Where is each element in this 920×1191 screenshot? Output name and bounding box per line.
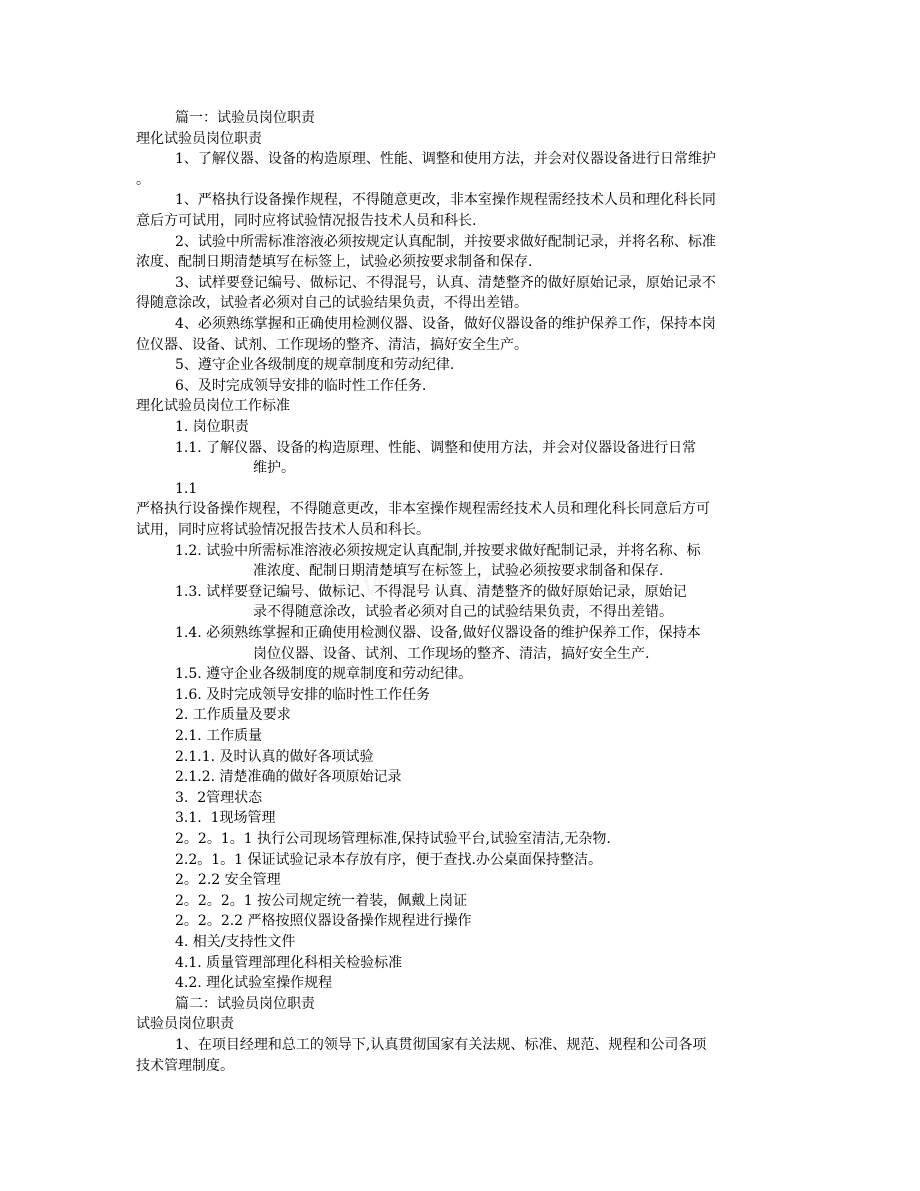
- text-line-content: 理化试验员岗位职责: [136, 130, 262, 147]
- text-line: [0, 479, 920, 499]
- text-line: [0, 314, 920, 334]
- text-line: [0, 438, 920, 458]
- text-line-content: 1.2. 试验中所需标准溶液必须按规定认真配制,并按要求做好配制记录，并将名称、标: [175, 542, 701, 559]
- text-line: [0, 623, 920, 643]
- text-line: [0, 994, 920, 1014]
- text-line-content: 2.1.1. 及时认真的做好各项试验: [175, 748, 374, 765]
- text-line: [0, 705, 920, 725]
- text-line: [0, 767, 920, 787]
- text-line: [0, 293, 920, 313]
- text-line-content: 5、遵守企业各级制度的规章制度和劳动纪律.: [175, 357, 455, 374]
- text-line: [0, 129, 920, 149]
- text-line-content: 。: [136, 171, 150, 188]
- text-line: [0, 108, 920, 128]
- text-line: [0, 376, 920, 396]
- text-line-content: 技术管理制度。: [136, 1057, 234, 1074]
- text-line-content: 试用，同时应将试验情况报告技术人员和科长。: [136, 522, 430, 538]
- text-line: [0, 170, 920, 190]
- text-line-content: 篇二：试验员岗位职责: [175, 995, 315, 1012]
- text-line: [0, 870, 920, 890]
- text-line-content: 意后方可试用，同时应将试验情况报告技术人员和科长.: [136, 213, 477, 229]
- text-line-content: 2、试验中所需标准溶液必须按规定认真配制，并按要求做好配制记录，并将名称、标准: [175, 233, 716, 250]
- text-line-content: 2.1. 工作质量: [175, 728, 263, 744]
- text-line: [0, 541, 920, 561]
- text-line-content: 篇一：试验员岗位职责: [175, 110, 315, 126]
- text-line-content: 3. 2管理状态: [175, 789, 263, 806]
- text-line-content: 1.3. 试样要登记编号、做标记、不得混号 认真、清楚整齐的做好原始记录，原始记: [175, 583, 687, 600]
- text-line: [0, 644, 920, 664]
- text-line: [0, 829, 920, 849]
- text-line: [0, 788, 920, 808]
- text-line-content: 1.1: [175, 480, 198, 497]
- text-line: [0, 911, 920, 931]
- text-line-content: 1.5. 遵守企业各级制度的规章制度和劳动纪律。: [175, 666, 473, 683]
- text-line-content: 维护。: [253, 460, 295, 477]
- text-line: [0, 747, 920, 767]
- text-line-content: 1.1. 了解仪器、设备的构造原理、性能、调整和使用方法，并会对仪器设备进行日常: [175, 439, 697, 456]
- text-line: [0, 499, 920, 519]
- text-line: [0, 582, 920, 602]
- text-line: [0, 1014, 920, 1034]
- text-line-content: 2。2。2.2 严格按照仪器设备操作规程进行操作: [175, 913, 472, 930]
- text-line-content: 2.2。1。1 保证试验记录本存放有序，便于查找.办公桌面保持整洁。: [175, 851, 602, 868]
- text-line-content: 1. 岗位职责: [175, 419, 249, 435]
- text-line-content: 2。2.2 安全管理: [175, 872, 281, 889]
- text-line-content: 浓度、配制日期清楚填写在标签上，试验必须按要求制备和保存.: [136, 254, 533, 271]
- text-line-content: 6、及时完成领导安排的临时性工作任务.: [175, 377, 427, 394]
- text-line: [0, 726, 920, 746]
- text-line: [0, 417, 920, 437]
- text-line-content: 4.1. 质量管理部理化科相关检验标准: [175, 954, 403, 971]
- text-line-content: 理化试验员岗位工作标准: [136, 398, 290, 415]
- text-line-content: 1、严格执行设备操作规程，不得随意更改，非本室操作规程需经技术人员和理化科长同: [175, 192, 716, 209]
- text-line: [0, 602, 920, 622]
- text-line: [0, 973, 920, 993]
- text-line: [0, 273, 920, 293]
- text-line: [0, 232, 920, 252]
- text-line: [0, 211, 920, 231]
- text-line-content: 3.1. 1现场管理: [175, 810, 276, 827]
- text-line-content: 4. 相关/支持性文件: [175, 934, 296, 950]
- text-line: [0, 355, 920, 375]
- text-line: [0, 953, 920, 973]
- text-line: [0, 932, 920, 952]
- text-line-content: 3、试样要登记编号、做标记、不得混号，认真、清楚整齐的做好原始记录，原始记录不: [175, 274, 716, 291]
- text-line: [0, 561, 920, 581]
- text-line: [0, 1056, 920, 1076]
- text-line: [0, 335, 920, 355]
- text-line-content: 1、在项目经理和总工的领导下,认真贯彻国家有关法规、标准、规范、规程和公司各项: [175, 1037, 707, 1053]
- text-line: [0, 1035, 920, 1055]
- text-line: [0, 808, 920, 828]
- text-line-content: 1.6. 及时完成领导安排的临时性工作任务: [175, 686, 431, 703]
- text-line-content: 严格执行设备操作规程，不得随意更改，非本室操作规程需经技术人员和理化科长同意后方可: [136, 501, 710, 518]
- text-line-content: 得随意涂改，试验者必须对自己的试验结果负责，不得出差错。: [136, 295, 528, 312]
- text-line-content: 录不得随意涂改，试验者必须对自己的试验结果负责，不得出差错。: [253, 604, 673, 621]
- text-line: [0, 891, 920, 911]
- text-line-content: 2.1.2. 清楚准确的做好各项原始记录: [175, 769, 402, 786]
- text-line-content: 岗位仪器、设备、试剂、工作现场的整齐、清洁，搞好安全生产.: [253, 645, 650, 662]
- text-line: [0, 190, 920, 210]
- text-line-content: 位仪器、设备、试剂、工作现场的整齐、清洁，搞好安全生产。: [136, 336, 528, 353]
- text-line: [0, 396, 920, 416]
- text-line: [0, 685, 920, 705]
- text-line-content: 2. 工作质量及要求: [175, 707, 291, 724]
- text-line: [0, 458, 920, 478]
- text-line-content: 2。2。1。1 执行公司现场管理标准,保持试验平台,试验室清洁,无杂物.: [175, 831, 611, 847]
- text-line: [0, 520, 920, 540]
- text-line-content: 4、必须熟练掌握和正确使用检测仪器、设备，做好仪器设备的维护保养工作，保持本岗: [175, 316, 716, 332]
- text-line-content: 4.2. 理化试验室操作规程: [175, 975, 333, 992]
- text-line-content: 1、了解仪器、设备的构造原理、性能、调整和使用方法，并会对仪器设备进行日常维护: [175, 151, 716, 168]
- text-line-content: 2。2。2。1 按公司规定统一着装，佩戴上岗证: [175, 892, 468, 909]
- text-line: [0, 149, 920, 169]
- text-line-content: 准浓度、配制日期清楚填写在标签上，试验必须按要求制备和保存.: [253, 563, 664, 580]
- text-line: [0, 664, 920, 684]
- text-line: [0, 252, 920, 272]
- text-line: [0, 850, 920, 870]
- text-line-content: 1.4. 必须熟练掌握和正确使用检测仪器、设备,做好仪器设备的维护保养工作，保持本: [175, 625, 701, 641]
- text-line-content: 试验员岗位职责: [136, 1016, 234, 1033]
